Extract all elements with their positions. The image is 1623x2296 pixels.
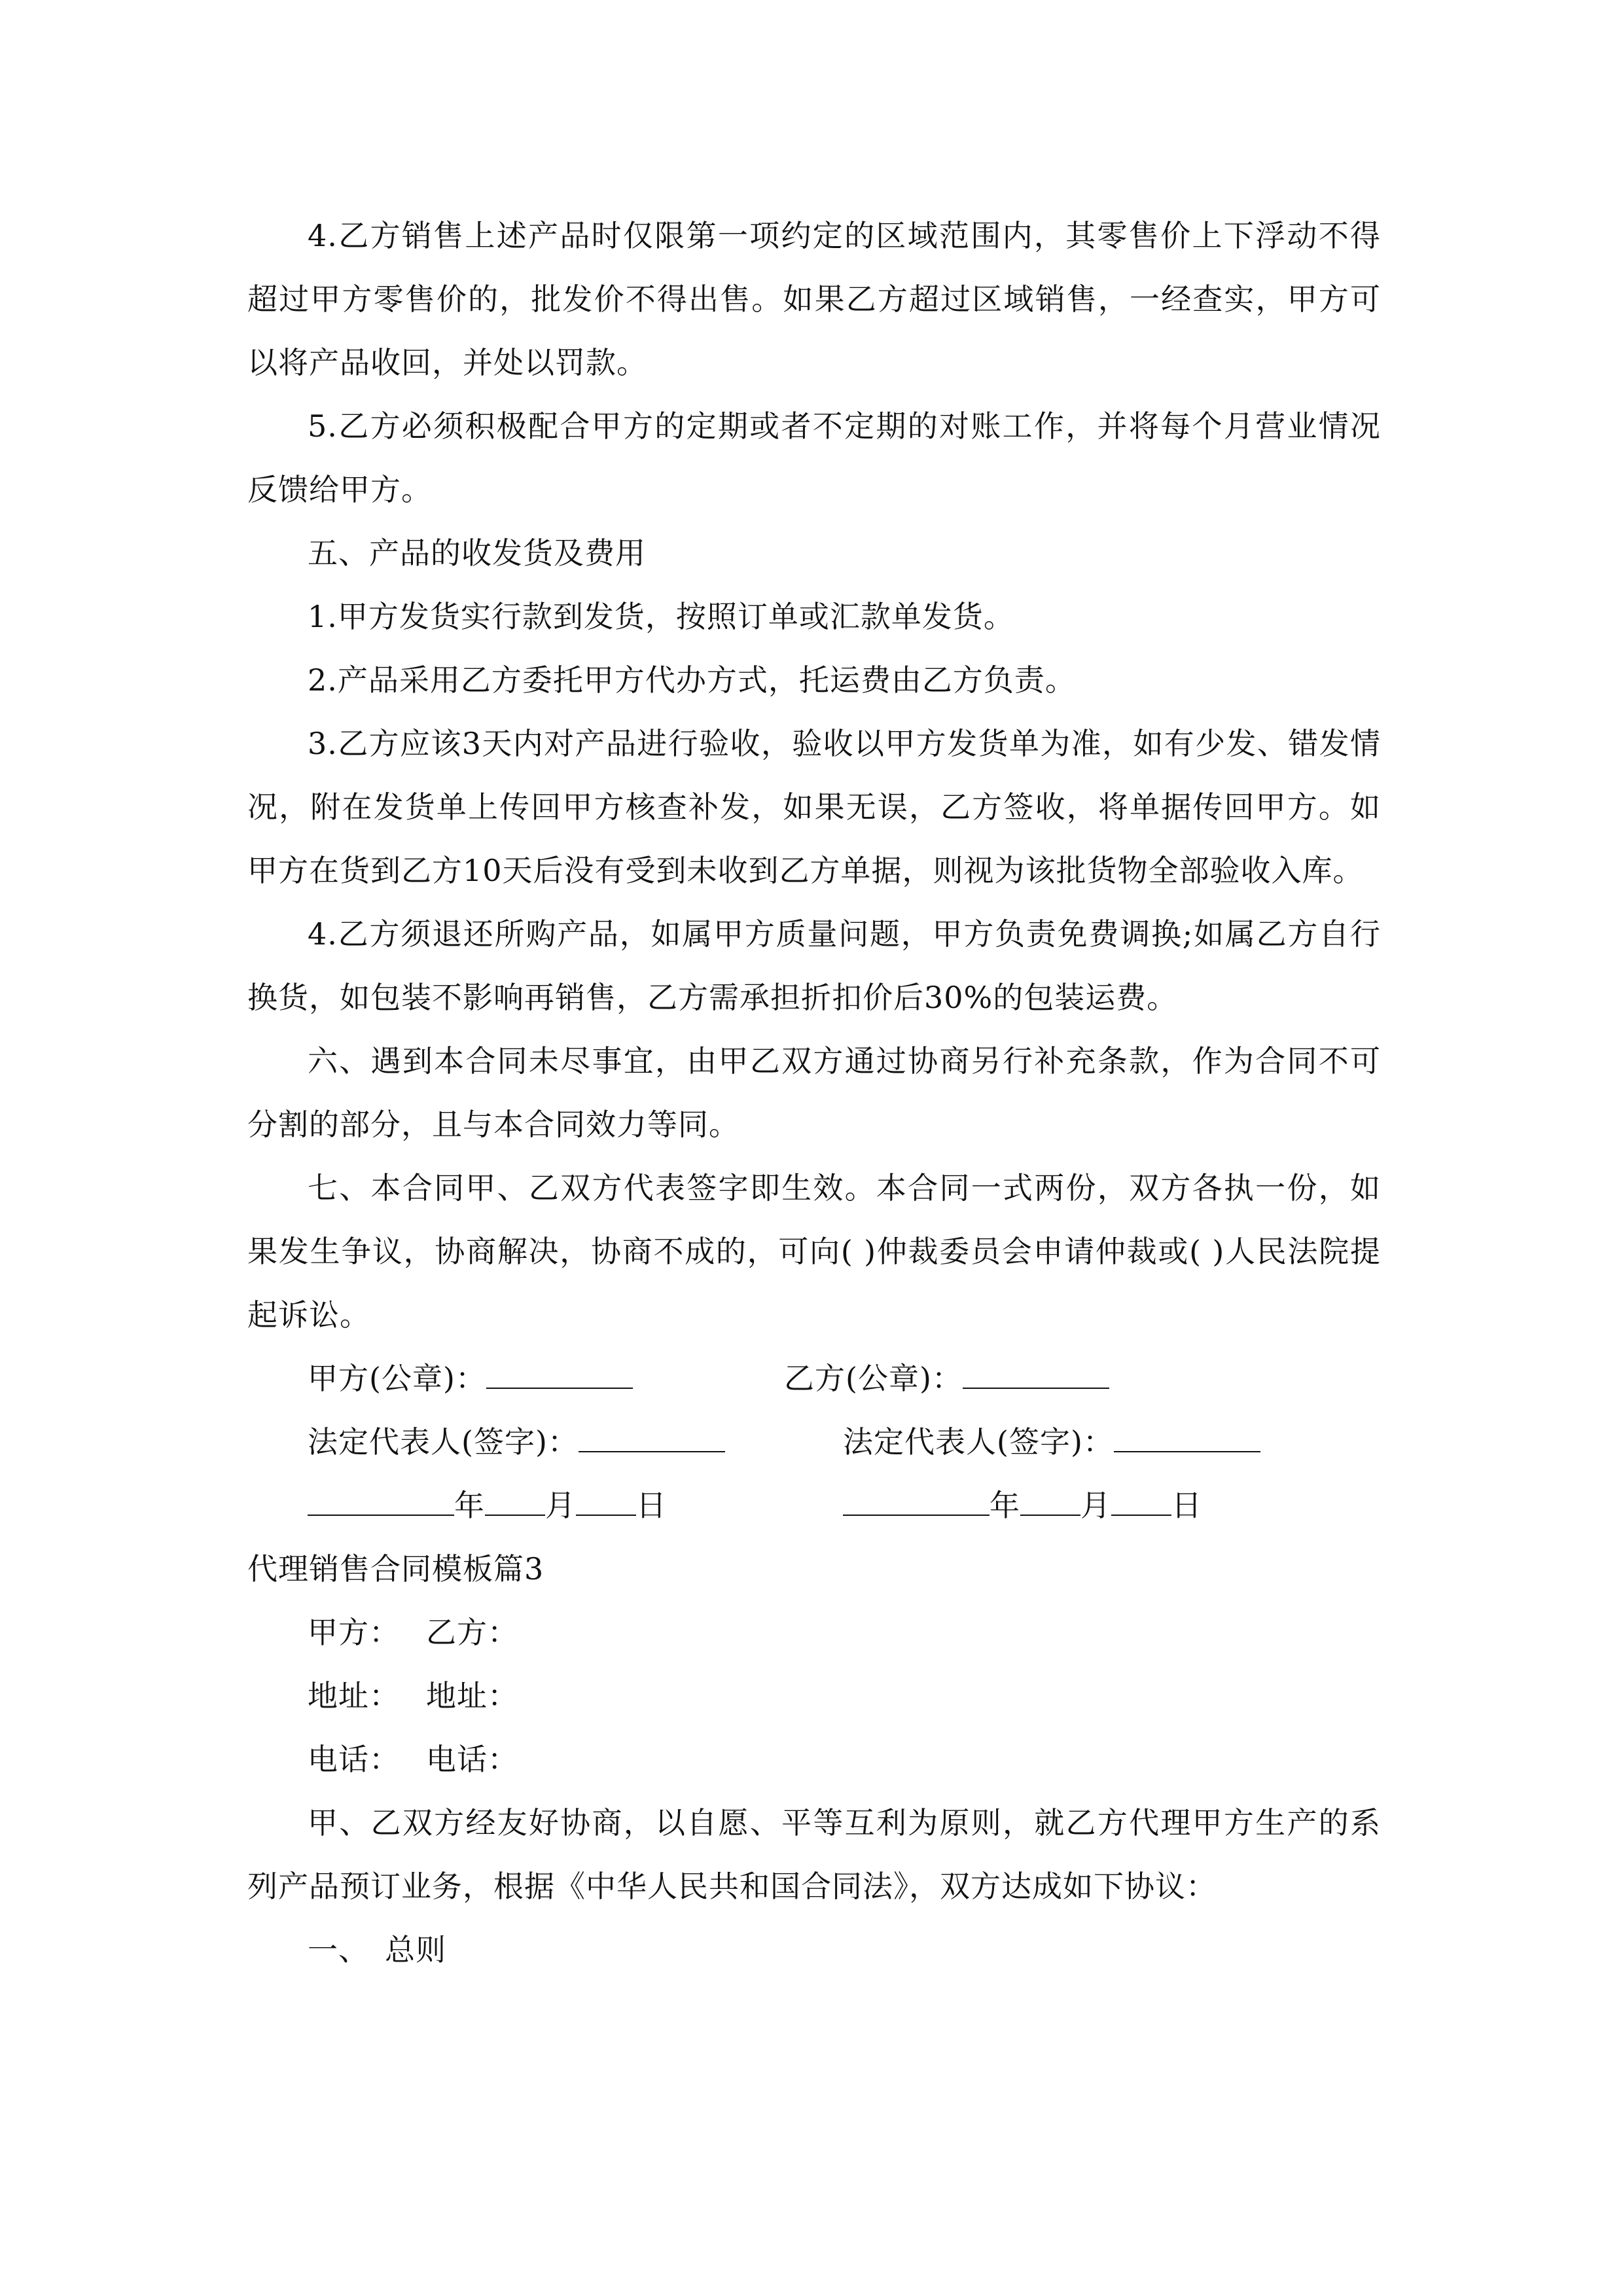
party-a-phone-label: 电话： [308,1742,400,1777]
party-a-rep-label: 法定代表人(签字)： [308,1424,579,1460]
party-a-name-label: 甲方： [308,1615,400,1650]
signature-date-row [247,1474,1381,1537]
year-blank [843,1514,990,1516]
general-provisions-heading: 一、 总则 [308,1932,446,1967]
party-b-rep-label: 法定代表人(签字)： [843,1424,1114,1460]
section-7-clause: 七、本合同甲、乙双方代表签字即生效。本合同一式两份，双方各执一份，如果发生争议，协商解决，协商不成的，可向( )仲裁委员会申请仲裁或( )人民法院提起诉讼。 [247,1170,1381,1333]
party-names-line [247,1601,1381,1664]
section-6-clause: 六、遇到本合同未尽事宜，由甲乙双方通过协商另行补充条款，作为合同不可分割的部分，且与本合同效力等同。 [247,1043,1381,1142]
party-b-phone-label: 电话： [426,1742,518,1777]
section-5-heading: 五、产品的收发货及费用 [308,535,646,571]
party-a-rep-blank [579,1450,725,1452]
clause-4-regional-sales: 4.乙方销售上述产品时仅限第一项约定的区域范围内，其零售价上下浮动不得超过甲方零售价的，批发价不得出售。如果乙方超过区域销售，一经查实，甲方可以将产品收回，并处以罚款。 [247,218,1381,380]
signature-seal-row [247,1347,1381,1410]
clause-shipping-1: 1.甲方发货实行款到发货，按照订单或汇款单发货。 [308,599,1014,634]
party-b-seal-blank [963,1387,1109,1389]
party-a-seal [308,1347,784,1410]
day-label: 日 [636,1488,667,1523]
party-address-line [247,1664,1381,1728]
party-a-representative [308,1410,843,1474]
day-blank [576,1514,636,1516]
party-b-representative [843,1410,1260,1474]
clause-shipping-3: 3.乙方应该3天内对产品进行验收，验收以甲方发货单为准，如有少发、错发情况，附在发货单上传回甲方核查补发，如果无误，乙方签收，将单据传回甲方。如甲方在货到乙方10天后没有受到未收到乙方单据，则视为该批货物全部验收入库。 [247,726,1381,888]
document-body [247,204,1381,1982]
month-blank [1020,1514,1080,1516]
day-blank [1111,1514,1171,1516]
signature-representative-row [247,1410,1381,1474]
clause-shipping-2: 2.产品采用乙方委托甲方代办方式，托运费由乙方负责。 [308,662,1076,698]
party-a-address-label: 地址： [308,1678,400,1713]
party-b-name-label: 乙方： [426,1615,518,1650]
clause-5-reconciliation: 5.乙方必须积极配合甲方的定期或者不定期的对账工作，并将每个月营业情况反馈给甲方。 [247,408,1381,507]
day-label: 日 [1171,1488,1202,1523]
party-b-seal [784,1347,1109,1410]
year-label: 年 [990,1488,1020,1523]
month-label: 月 [545,1488,576,1523]
month-label: 月 [1080,1488,1111,1523]
party-b-date [843,1474,1202,1537]
year-label: 年 [454,1488,485,1523]
party-a-seal-label: 甲方(公章)： [308,1361,486,1396]
party-a-seal-blank [486,1387,633,1389]
party-b-seal-label: 乙方(公章)： [784,1361,963,1396]
agreement-intro: 甲、乙双方经友好协商，以自愿、平等互利为原则，就乙方代理甲方生产的系列产品预订业务，根据《中华人民共和国合同法》，双方达成如下协议： [247,1805,1381,1904]
party-phone-line [247,1728,1381,1791]
year-blank [308,1514,454,1516]
template-section-title: 代理销售合同模板篇3 [247,1551,544,1587]
month-blank [485,1514,545,1516]
clause-shipping-4: 4.乙方须退还所购产品，如属甲方质量问题，甲方负责免费调换;如属乙方自行换货，如包装不影响再销售，乙方需承担折扣价后30%的包装运费。 [247,916,1381,1015]
party-b-rep-blank [1114,1450,1260,1452]
party-a-date [308,1474,843,1537]
party-b-address-label: 地址： [426,1678,518,1713]
